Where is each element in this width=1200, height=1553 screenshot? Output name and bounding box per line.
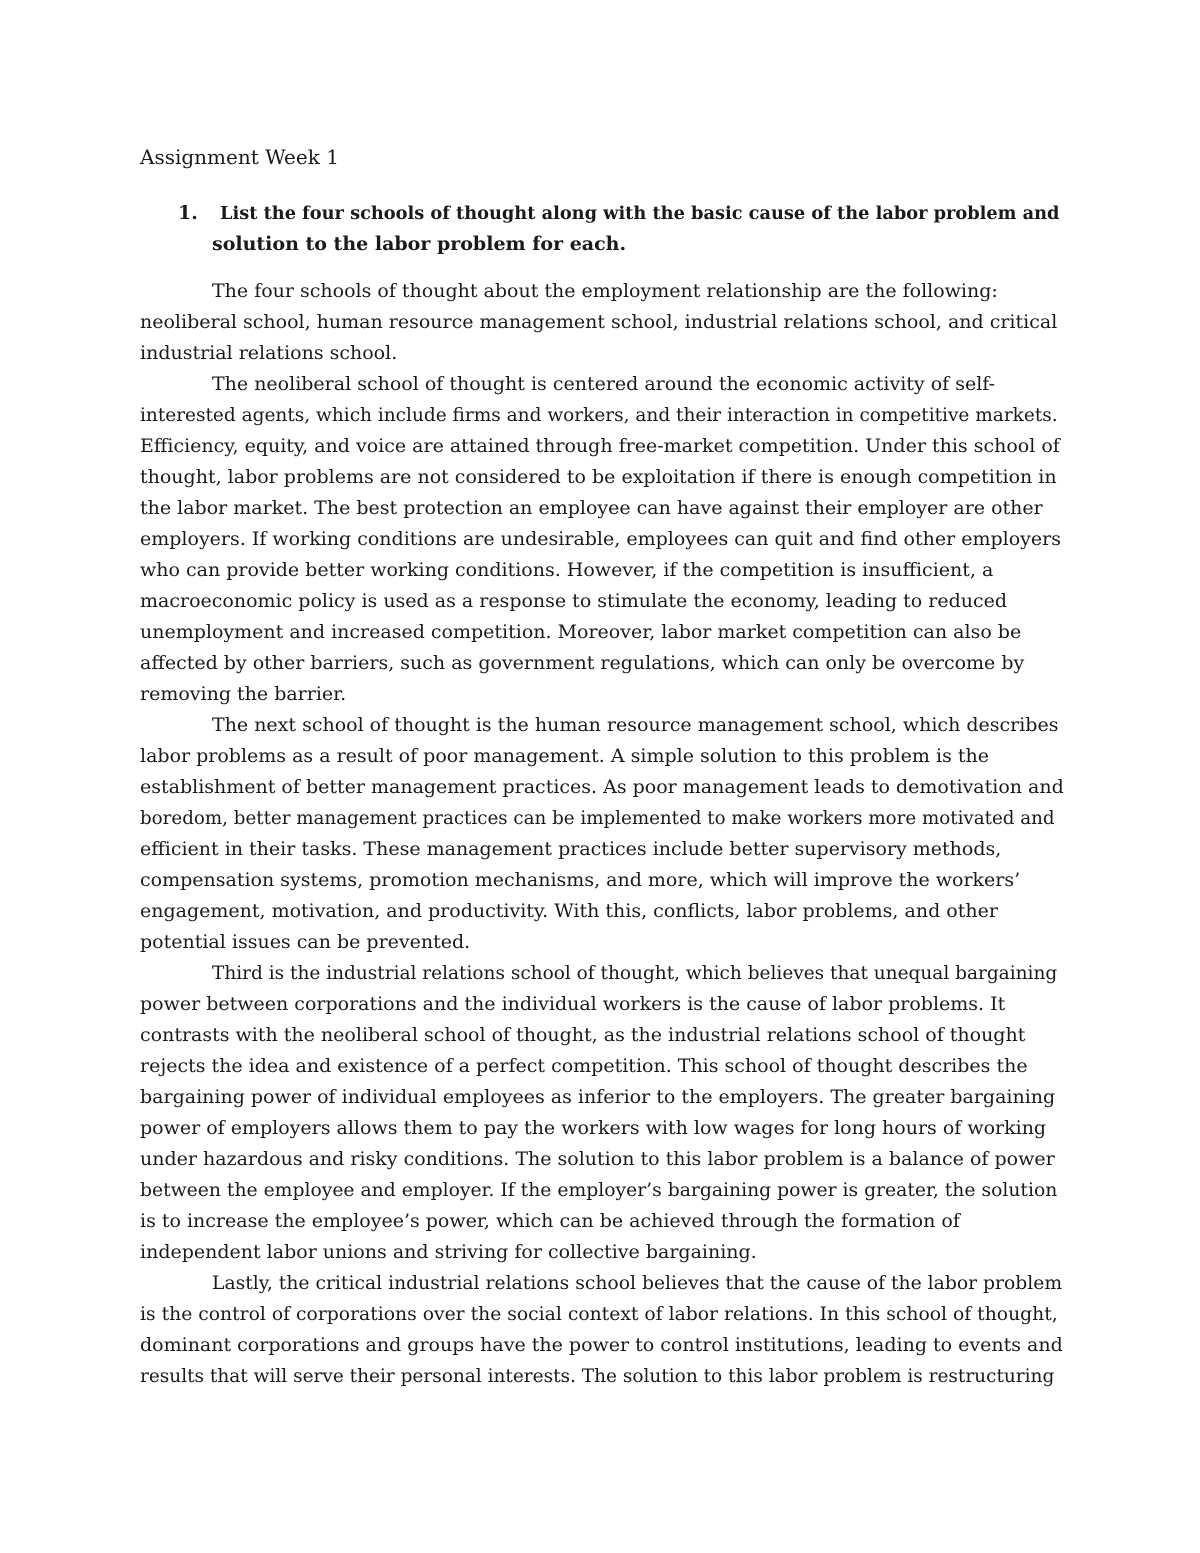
question-line: solution to the labor problem for each. — [212, 233, 627, 255]
paragraph-line: power between corporations and the individual workers is the cause of labor problems. It — [140, 993, 1006, 1015]
question-line: List the four schools of thought along with the basic cause of the labor problem and — [220, 203, 1060, 224]
paragraph-line: unemployment and increased competition. Moreover, labor market competition can also be — [140, 621, 1022, 643]
answer-body — [140, 276, 1065, 1392]
question-1 — [140, 198, 1065, 260]
paragraph-line: is to increase the employee’s power, which can be achieved through the formation of — [140, 1210, 960, 1232]
paragraph-line: engagement, motivation, and productivity. With this, conflicts, labor problems, and other — [140, 900, 998, 922]
paragraph-line: the labor market. The best protection an employee can have against their employer are other — [140, 497, 1043, 519]
paragraph-line: efficient in their tasks. These management practices include better supervisory methods, — [140, 838, 1002, 860]
paragraph-line: rejects the idea and existence of a perfect competition. This school of thought describes the — [140, 1055, 1028, 1077]
paragraph-line: potential issues can be prevented. — [140, 931, 471, 953]
paragraph-line: under hazardous and risky conditions. The solution to this labor problem is a balance of power — [140, 1148, 1055, 1170]
paragraph-line: independent labor unions and striving for collective bargaining. — [140, 1241, 757, 1263]
paragraph-line: dominant corporations and groups have the power to control institutions, leading to events and — [140, 1334, 1063, 1356]
paragraph-line: macroeconomic policy is used as a response to stimulate the economy, leading to reduced — [140, 590, 1008, 612]
paragraph-line: labor problems as a result of poor management. A simple solution to this problem is the — [140, 745, 989, 767]
paragraph-line: thought, labor problems are not considered to be exploitation if there is enough competition in — [140, 466, 1057, 488]
paragraph-line: removing the barrier. — [140, 683, 347, 705]
paragraph-line: power of employers allows them to pay the workers with low wages for long hours of working — [140, 1117, 1047, 1139]
paragraph-line: industrial relations school. — [140, 342, 398, 364]
paragraph-line: The next school of thought is the human resource management school, which describes — [212, 714, 1059, 736]
paragraph-line: boredom, better management practices can be implemented to make workers more motivated and — [140, 808, 1055, 829]
paragraph-line: bargaining power of individual employees as inferior to the employers. The greater bargaining — [140, 1086, 1056, 1108]
paragraph-line: contrasts with the neoliberal school of thought, as the industrial relations school of thought — [140, 1024, 1026, 1046]
paragraph-line: interested agents, which include firms and workers, and their interaction in competitive markets. — [140, 405, 1058, 426]
paragraph-line: establishment of better management practices. As poor management leads to demotivation and — [140, 776, 1064, 798]
paragraph-line: The neoliberal school of thought is centered around the economic activity of self- — [212, 373, 996, 395]
paragraph-line: between the employee and employer. If the employer’s bargaining power is greater, the solution — [140, 1180, 1058, 1201]
paragraph-line: employers. If working conditions are undesirable, employees can quit and find other employers — [140, 528, 1061, 550]
question-number: 1. — [178, 202, 198, 224]
paragraph-line: Efficiency, equity, and voice are attained through free-market competition. Under this school of — [140, 435, 1060, 457]
paragraph-line: affected by other barriers, such as government regulations, which can only be overcome by — [140, 652, 1025, 674]
paragraph-line: compensation systems, promotion mechanisms, and more, which will improve the workers’ — [140, 869, 1021, 891]
paragraph-line: The four schools of thought about the employment relationship are the following: — [212, 280, 998, 302]
document-title: Assignment Week 1 — [140, 145, 339, 169]
paragraph-line: results that will serve their personal interests. The solution to this labor problem is restructuring — [140, 1366, 1055, 1387]
paragraph-line: is the control of corporations over the social context of labor relations. In this school of thought, — [140, 1304, 1058, 1325]
paragraph-line: who can provide better working conditions. However, if the competition is insufficient, a — [140, 559, 994, 581]
paragraph-line: neoliberal school, human resource management school, industrial relations school, and critical — [140, 311, 1058, 333]
paragraph-line: Lastly, the critical industrial relations school believes that the cause of the labor problem — [212, 1273, 1063, 1294]
paragraph-line: Third is the industrial relations school of thought, which believes that unequal bargaining — [212, 963, 1058, 984]
